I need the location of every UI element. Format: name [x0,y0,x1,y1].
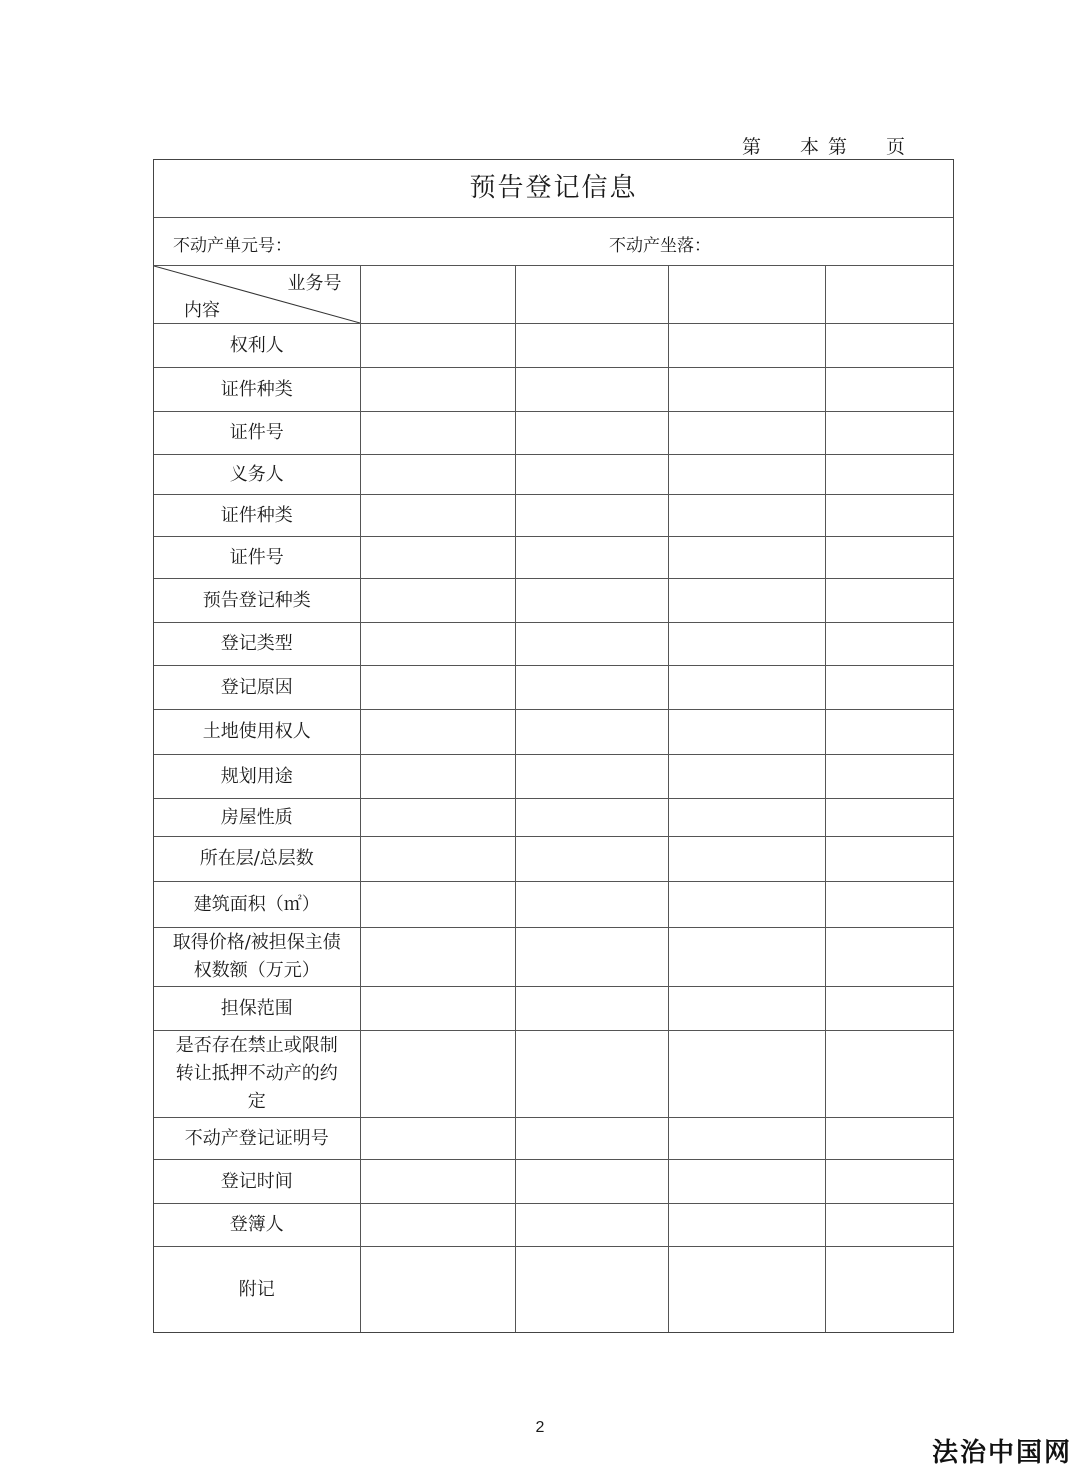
row-label-line: 附记 [238,1278,275,1300]
entry-cell-col-4[interactable] [825,837,953,882]
entry-cell-col-3[interactable] [668,1247,825,1333]
entry-cell-col-1[interactable] [360,928,515,987]
header-volume-prefix: 第 [742,136,763,158]
entry-cell-col-2[interactable] [515,1204,668,1247]
row-label-line: 登记原因 [220,676,293,698]
row-label [154,495,360,537]
entry-cell-col-4[interactable] [825,1031,953,1118]
registration-form [153,159,954,1333]
entry-cell-col-3[interactable] [668,755,825,799]
table-row [154,368,953,412]
entry-cell-col-1[interactable] [360,710,515,755]
entry-cell-col-1[interactable] [360,755,515,799]
row-label [154,882,360,928]
entry-cell-col-4[interactable] [825,1118,953,1160]
row-label-line: 权利人 [229,334,284,356]
row-label-line: 登记时间 [220,1170,293,1192]
table-row [154,1204,953,1247]
entry-cell-col-2[interactable] [515,1247,668,1333]
entry-cell-col-3[interactable] [668,495,825,537]
entry-cell-col-2[interactable] [515,324,668,368]
entry-cell-col-2[interactable] [515,755,668,799]
table-row [154,412,953,455]
entry-cell-col-1[interactable] [360,455,515,495]
entry-cell-col-4[interactable] [825,710,953,755]
entry-cell-col-4[interactable] [825,1247,953,1333]
row-label [154,1118,360,1160]
table-row [154,987,953,1031]
info-table [154,266,953,1332]
row-label [154,837,360,882]
table-row [154,755,953,799]
entry-cell-col-4[interactable] [825,1160,953,1204]
entry-cell-col-4[interactable] [825,368,953,412]
entry-cell-col-1[interactable] [360,1247,515,1333]
entry-cell-col-2[interactable] [515,928,668,987]
entry-cell-col-1[interactable] [360,537,515,579]
header-volume-suffix: 本 [800,136,821,158]
row-label-line: 规划用途 [220,765,293,787]
row-label-line: 取得价格/被担保主债 [172,932,341,953]
table-row [154,1031,953,1118]
row-label-line: 房屋性质 [220,806,293,828]
row-label-line: 转让抵押不动产的约 [175,1063,338,1084]
row-label-line: 登簿人 [229,1214,284,1235]
entry-cell-col-4[interactable] [825,666,953,710]
entry-cell-col-1[interactable] [360,368,515,412]
content-header: 内容 [184,300,220,321]
entry-cell-col-2[interactable] [515,412,668,455]
unit-number-label: 不动产单元号： [173,236,292,256]
entry-cell-col-3[interactable] [668,1160,825,1204]
entry-cell-col-1[interactable] [360,324,515,368]
row-label [154,1204,360,1247]
row-label [154,324,360,368]
entry-cell-col-3[interactable] [668,1031,825,1118]
entry-cell-col-3[interactable] [668,1204,825,1247]
entry-cell-col-2[interactable] [515,1160,668,1204]
business-column-3[interactable] [668,266,825,324]
header-page-prefix: 第 [828,136,849,158]
entry-cell-col-2[interactable] [515,537,668,579]
business-column-1[interactable] [360,266,515,324]
entry-cell-col-1[interactable] [360,623,515,666]
row-label [154,666,360,710]
entry-cell-col-2[interactable] [515,1031,668,1118]
row-label-line: 证件号 [229,422,284,443]
row-label-line: 登记类型 [220,633,293,654]
entry-cell-col-4[interactable] [825,623,953,666]
entry-cell-col-4[interactable] [825,799,953,837]
entry-cell-col-4[interactable] [825,324,953,368]
entry-cell-col-3[interactable] [668,455,825,495]
table-row [154,710,953,755]
table-row [154,666,953,710]
entry-cell-col-3[interactable] [668,1118,825,1160]
table-row [154,1160,953,1204]
entry-cell-col-4[interactable] [825,537,953,579]
entry-cell-col-1[interactable] [360,1204,515,1247]
header-page-suffix: 页 [886,136,907,158]
row-label-line: 建筑面积（㎡） [193,893,320,915]
entry-cell-col-3[interactable] [668,537,825,579]
row-label [154,1031,360,1118]
entry-cell-col-1[interactable] [360,837,515,882]
entry-cell-col-1[interactable] [360,579,515,623]
row-label [154,579,360,623]
row-label [154,623,360,666]
entry-cell-col-3[interactable] [668,799,825,837]
row-label-line: 不动产登记证明号 [184,1127,329,1149]
row-label [154,368,360,412]
business-number-header: 业务号 [287,273,342,294]
row-label-line: 证件号 [229,546,284,568]
entry-cell-col-3[interactable] [668,368,825,412]
row-label [154,1160,360,1204]
entry-cell-col-1[interactable] [360,1118,515,1160]
entry-cell-col-3[interactable] [668,412,825,455]
watermark: 法治中国网 [931,1438,1072,1468]
entry-cell-col-2[interactable] [515,987,668,1031]
entry-cell-col-1[interactable] [360,1031,515,1118]
row-label [154,755,360,799]
entry-cell-col-4[interactable] [825,882,953,928]
entry-cell-col-3[interactable] [668,666,825,710]
entry-cell-col-2[interactable] [515,837,668,882]
entry-cell-col-2[interactable] [515,666,668,710]
entry-cell-col-1[interactable] [360,666,515,710]
entry-cell-col-2[interactable] [515,579,668,623]
entry-cell-col-1[interactable] [360,412,515,455]
row-label-line: 所在层/总层数 [199,848,314,869]
entry-cell-col-4[interactable] [825,579,953,623]
table-row [154,1118,953,1160]
unit-info-row [154,218,953,266]
entry-cell-col-4[interactable] [825,1204,953,1247]
entry-cell-col-3[interactable] [668,928,825,987]
table-row [154,882,953,928]
table-row [154,799,953,837]
entry-cell-col-2[interactable] [515,623,668,666]
entry-cell-col-2[interactable] [515,368,668,412]
table-row [154,455,953,495]
entry-cell-col-4[interactable] [825,755,953,799]
table-row [154,495,953,537]
table-row [154,537,953,579]
entry-cell-col-3[interactable] [668,837,825,882]
entry-cell-col-3[interactable] [668,882,825,928]
row-label [154,928,360,987]
entry-cell-col-2[interactable] [515,710,668,755]
entry-cell-col-3[interactable] [668,324,825,368]
entry-cell-col-1[interactable] [360,882,515,928]
form-title: 预告登记信息 [154,160,953,218]
row-label-line: 证件种类 [220,378,293,400]
row-label-line: 权数额（万元） [193,960,320,981]
row-label-line: 预告登记种类 [202,589,311,611]
entry-cell-col-2[interactable] [515,1118,668,1160]
table-header-row [154,266,953,324]
row-label-line: 义务人 [229,463,284,485]
table-row [154,623,953,666]
entry-cell-col-4[interactable] [825,412,953,455]
table-row [154,579,953,623]
entry-cell-col-2[interactable] [515,455,668,495]
business-column-2[interactable] [515,266,668,324]
location-label: 不动产坐落： [609,236,711,256]
entry-cell-col-2[interactable] [515,882,668,928]
row-label [154,987,360,1031]
entry-cell-col-1[interactable] [360,799,515,837]
row-label-line: 是否存在禁止或限制 [175,1035,338,1056]
entry-cell-col-1[interactable] [360,987,515,1031]
row-label [154,1247,360,1333]
entry-cell-col-4[interactable] [825,455,953,495]
row-label [154,537,360,579]
row-label [154,710,360,755]
row-label [154,799,360,837]
table-row [154,1247,953,1333]
row-label [154,455,360,495]
row-label-line: 定 [247,1091,266,1112]
entry-cell-col-3[interactable] [668,987,825,1031]
entry-cell-col-1[interactable] [360,1160,515,1204]
business-column-4[interactable] [825,266,953,324]
row-label-line: 证件种类 [220,504,293,526]
entry-cell-col-4[interactable] [825,928,953,987]
entry-cell-col-3[interactable] [668,710,825,755]
entry-cell-col-4[interactable] [825,987,953,1031]
entry-cell-col-3[interactable] [668,623,825,666]
row-label-line: 土地使用权人 [202,721,311,742]
row-label [154,412,360,455]
table-row [154,928,953,987]
entry-cell-col-2[interactable] [515,495,668,537]
row-label-line: 担保范围 [220,997,293,1019]
page-number: 2 [535,1419,545,1436]
entry-cell-col-2[interactable] [515,799,668,837]
diagonal-header-cell [154,266,360,324]
table-row [154,324,953,368]
entry-cell-col-3[interactable] [668,579,825,623]
table-row [154,837,953,882]
entry-cell-col-1[interactable] [360,495,515,537]
entry-cell-col-4[interactable] [825,495,953,537]
